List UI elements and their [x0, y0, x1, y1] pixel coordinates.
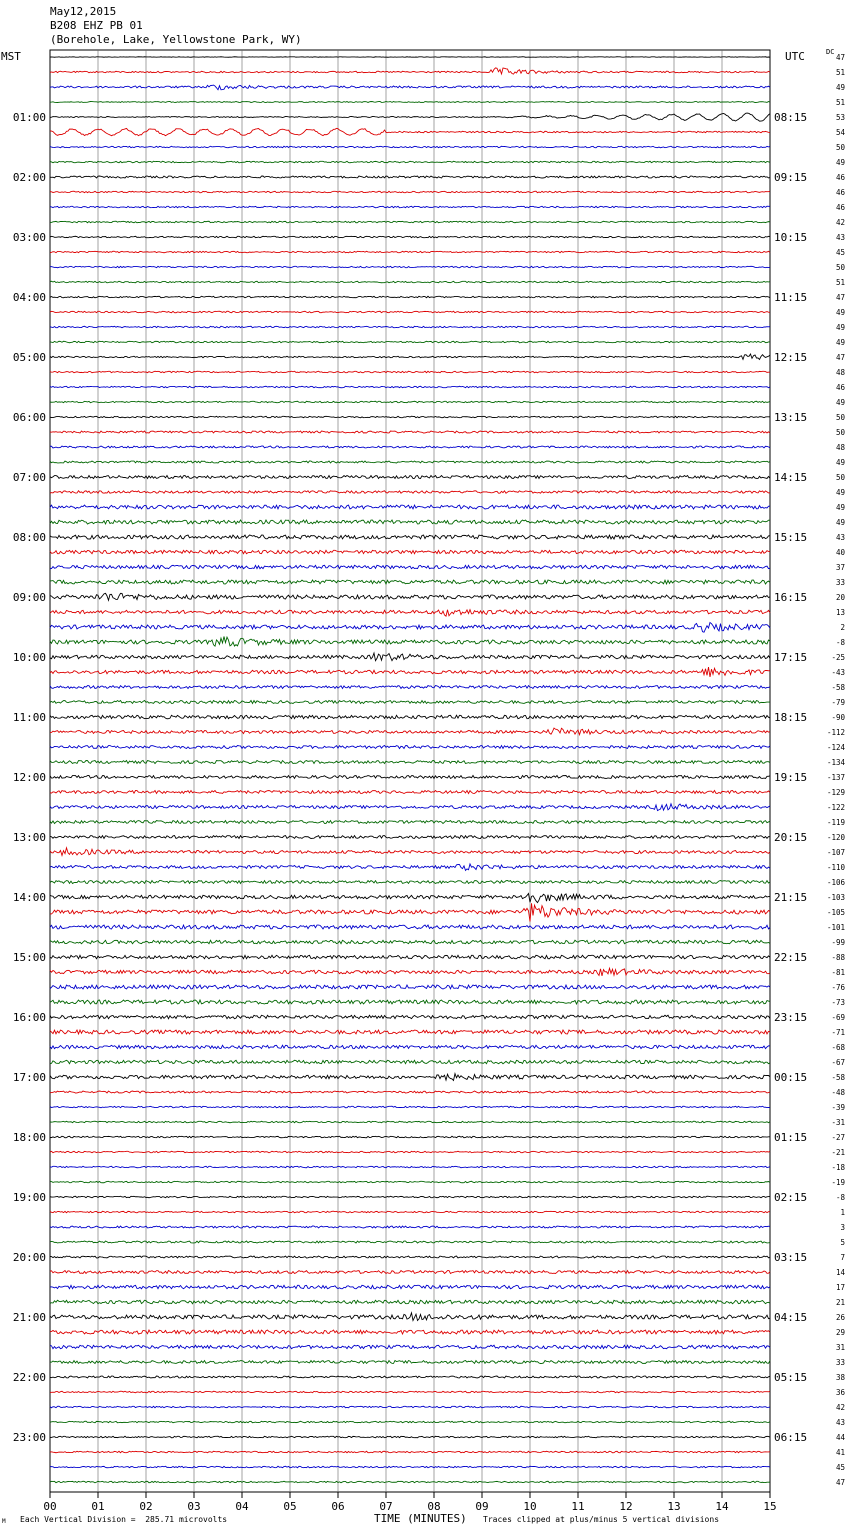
dc-offset-value: 40	[835, 548, 845, 557]
trace-line	[50, 68, 770, 74]
dc-offset-value: -79	[831, 698, 845, 707]
dc-offset-value: -8	[835, 1193, 845, 1202]
dc-offset-value: 50	[835, 473, 845, 482]
dc-offset-value: 49	[835, 308, 845, 317]
trace-line	[50, 146, 770, 148]
local-hour-label: 18:00	[12, 1131, 46, 1144]
dc-offset-value: -73	[831, 998, 845, 1007]
x-tick-label: 00	[43, 1500, 57, 1513]
x-tick-label: 12	[619, 1500, 633, 1513]
dc-offset-value: -8	[835, 638, 845, 647]
trace-line	[50, 821, 770, 824]
local-hour-label: 04:00	[12, 291, 46, 304]
dc-offset-value: 44	[835, 1433, 845, 1442]
dc-offset-value: 46	[835, 173, 845, 182]
x-tick-label: 04	[235, 1500, 249, 1513]
utc-hour-label: 23:15	[774, 1011, 808, 1024]
trace-line	[50, 1466, 770, 1468]
trace-line	[50, 761, 770, 764]
dc-offset-value: -27	[831, 1133, 845, 1142]
utc-hour-label: 09:15	[774, 171, 808, 184]
dc-offset-value: 50	[835, 143, 845, 152]
dc-offset-value: 21	[835, 1298, 845, 1307]
dc-offset-value: 50	[835, 428, 845, 437]
trace-line	[50, 1074, 770, 1081]
trace-line	[50, 1271, 770, 1274]
dc-offset-value: -58	[831, 683, 845, 692]
time-axis	[43, 1492, 776, 1513]
trace-line	[50, 1226, 770, 1228]
dc-offset-value: 38	[835, 1373, 845, 1382]
trace-line	[50, 251, 770, 252]
dc-offset-value: -76	[831, 983, 845, 992]
trace-line	[50, 431, 770, 433]
trace-line	[50, 593, 770, 600]
trace-line	[50, 1181, 770, 1182]
trace-line	[50, 622, 770, 632]
utc-hour-label: 10:15	[774, 231, 808, 244]
trace-line	[50, 191, 770, 193]
trace-line	[50, 85, 770, 90]
dc-offset-value: 50	[835, 263, 845, 272]
trace-line	[50, 1151, 770, 1152]
trace-line	[50, 1345, 770, 1348]
trace-line	[50, 836, 770, 839]
trace-line	[50, 1106, 770, 1108]
dc-offset-value: 51	[835, 68, 845, 77]
trace-line	[50, 550, 770, 553]
trace-line	[50, 1313, 770, 1321]
utc-hour-label: 22:15	[774, 951, 808, 964]
trace-line	[50, 1136, 770, 1138]
local-hour-label: 02:00	[12, 171, 46, 184]
trace-line	[50, 102, 770, 103]
dc-offset-values	[827, 53, 846, 1487]
x-tick-label: 13	[667, 1500, 681, 1513]
local-hour-label: 12:00	[12, 771, 46, 784]
dc-offset-value: -68	[831, 1043, 845, 1052]
dc-offset-value: 33	[835, 1358, 845, 1367]
dc-offset-value: -48	[831, 1088, 845, 1097]
trace-line	[50, 128, 770, 135]
utc-hour-label: 21:15	[774, 891, 808, 904]
trace-line	[50, 565, 770, 568]
trace-line	[50, 580, 770, 584]
seismic-traces	[50, 57, 770, 1483]
dc-offset-value: 53	[835, 113, 845, 122]
trace-line	[50, 354, 770, 359]
utc-hour-label: 18:15	[774, 711, 808, 724]
trace-line	[50, 1256, 770, 1258]
local-hour-label: 14:00	[12, 891, 46, 904]
dc-offset-value: 46	[835, 383, 845, 392]
utc-hour-label: 12:15	[774, 351, 808, 364]
utc-hour-label: 02:15	[774, 1191, 808, 1204]
x-tick-label: 06	[331, 1500, 345, 1513]
trace-line	[50, 968, 770, 976]
utc-hour-label: 06:15	[774, 1431, 808, 1444]
dc-offset-value: -25	[831, 653, 845, 662]
dc-offset-value: -120	[826, 833, 845, 842]
trace-line	[50, 326, 770, 328]
utc-hour-label: 11:15	[774, 291, 808, 304]
trace-line	[50, 401, 770, 402]
dc-offset-value: 42	[835, 218, 845, 227]
x-tick-label: 02	[139, 1500, 153, 1513]
trace-line	[50, 1391, 770, 1392]
dc-offset-value: 49	[835, 488, 845, 497]
station-location: (Borehole, Lake, Yellowstone Park, WY)	[50, 33, 302, 46]
trace-line	[50, 1091, 770, 1093]
utc-hour-label: 20:15	[774, 831, 808, 844]
local-hour-label: 13:00	[12, 831, 46, 844]
trace-line	[50, 893, 770, 902]
trace-line	[50, 653, 770, 661]
x-tick-label: 08	[427, 1500, 441, 1513]
dc-offset-value: 50	[835, 413, 845, 422]
trace-line	[50, 985, 770, 989]
trace-line	[50, 881, 770, 884]
dc-offset-value: -67	[831, 1058, 845, 1067]
clipping-note: Traces clipped at plus/minus 5 vertical divisions	[483, 1515, 720, 1524]
x-tick-label: 10	[523, 1500, 537, 1513]
dc-offset-value: 42	[835, 1403, 845, 1412]
trace-line	[50, 1196, 770, 1198]
local-hour-label: 17:00	[12, 1071, 46, 1084]
dc-offset-value: 49	[835, 458, 845, 467]
trace-line	[50, 491, 770, 493]
dc-offset-value: -58	[831, 1073, 845, 1082]
utc-hour-label: 19:15	[774, 771, 808, 784]
trace-line	[50, 1376, 770, 1378]
utc-hour-label: 13:15	[774, 411, 808, 424]
trace-line	[50, 311, 770, 313]
trace-line	[50, 637, 770, 647]
trace-line	[50, 1361, 770, 1364]
local-hour-label: 21:00	[12, 1311, 46, 1324]
utc-hour-label: 08:15	[774, 111, 808, 124]
trace-line	[50, 236, 770, 237]
dc-offset-value: -19	[831, 1178, 845, 1187]
dc-offset-value: 49	[835, 158, 845, 167]
trace-line	[50, 1406, 770, 1408]
dc-offset-value: -101	[826, 923, 845, 932]
dc-offset-value: 49	[835, 83, 845, 92]
dc-offset-value: 7	[840, 1253, 845, 1262]
trace-line	[50, 161, 770, 163]
dc-offset-value: 43	[835, 233, 845, 242]
dc-offset-value: 49	[835, 503, 845, 512]
dc-offset-value: -31	[831, 1118, 845, 1127]
trace-line	[50, 1121, 770, 1122]
dc-offset-value: -122	[826, 803, 845, 812]
x-tick-label: 03	[187, 1500, 201, 1513]
trace-line	[50, 505, 770, 509]
trace-line	[50, 1045, 770, 1048]
x-tick-label: 05	[283, 1500, 297, 1513]
local-hour-label: 11:00	[12, 711, 46, 724]
x-tick-label: 14	[715, 1500, 729, 1513]
dc-offset-value: 43	[835, 1418, 845, 1427]
local-hour-label: 07:00	[12, 471, 46, 484]
trace-line	[50, 848, 770, 856]
dc-offset-value: -106	[826, 878, 845, 887]
trace-line	[50, 1241, 770, 1243]
trace-line	[50, 341, 770, 343]
dc-offset-value: 33	[835, 578, 845, 587]
dc-offset-value: 20	[835, 593, 845, 602]
dc-offset-value: 54	[835, 128, 845, 137]
trace-line	[50, 266, 770, 267]
dc-offset-value: 51	[835, 98, 845, 107]
trace-line	[50, 746, 770, 749]
trace-line	[50, 206, 770, 207]
local-timezone-label: MST	[1, 50, 21, 63]
trace-line	[50, 610, 770, 617]
local-hour-label: 10:00	[12, 651, 46, 664]
dc-offset-value: 1	[840, 1208, 845, 1217]
dc-offset-value: -129	[826, 788, 845, 797]
dc-offset-value: 41	[835, 1448, 845, 1457]
dc-offset-value: -107	[826, 848, 845, 857]
utc-timezone-label: UTC	[785, 50, 805, 63]
local-hour-label: 03:00	[12, 231, 46, 244]
utc-hour-label: 00:15	[774, 1071, 808, 1084]
utc-hour-label: 04:15	[774, 1311, 808, 1324]
local-hour-label: 19:00	[12, 1191, 46, 1204]
utc-hour-label: 14:15	[774, 471, 808, 484]
x-tick-label: 07	[379, 1500, 393, 1513]
trace-line	[50, 955, 770, 959]
dc-offset-value: 45	[835, 1463, 845, 1472]
trace-line	[50, 1481, 770, 1482]
x-tick-label: 09	[475, 1500, 489, 1513]
trace-line	[50, 686, 770, 689]
dc-offset-value: -39	[831, 1103, 845, 1112]
utc-hour-label: 01:15	[774, 1131, 808, 1144]
trace-line	[50, 715, 770, 719]
trace-line	[50, 1211, 770, 1212]
dc-offset-value: 49	[835, 323, 845, 332]
dc-offset-value: -103	[826, 893, 845, 902]
trace-line	[50, 1421, 770, 1422]
x-tick-label: 15	[763, 1500, 777, 1513]
local-hour-label: 23:00	[12, 1431, 46, 1444]
trace-line	[50, 1436, 770, 1438]
trace-line	[50, 535, 770, 539]
dc-offset-value: -71	[831, 1028, 845, 1037]
trace-line	[50, 1015, 770, 1018]
dc-offset-value: -134	[826, 758, 845, 767]
dc-offset-value: 47	[835, 293, 845, 302]
utc-hour-label: 05:15	[774, 1371, 808, 1384]
dc-offset-value: -112	[826, 728, 845, 737]
dc-offset-value: 51	[835, 278, 845, 287]
trace-line	[50, 1300, 770, 1304]
utc-hour-label: 15:15	[774, 531, 808, 544]
dc-offset-value: -124	[826, 743, 845, 752]
dc-offset-value: -21	[831, 1148, 845, 1157]
trace-line	[50, 1166, 770, 1168]
trace-line	[50, 386, 770, 388]
dc-offset-value: 48	[835, 443, 845, 452]
dc-offset-label: DC	[826, 48, 835, 56]
dc-offset-value: 14	[835, 1268, 845, 1277]
dc-offset-value: -90	[831, 713, 845, 722]
trace-line	[50, 776, 770, 779]
utc-hour-label: 17:15	[774, 651, 808, 664]
dc-offset-value: -18	[831, 1163, 845, 1172]
trace-line	[50, 804, 770, 811]
local-hour-label: 08:00	[12, 531, 46, 544]
x-tick-label: 01	[91, 1500, 105, 1513]
local-hour-label: 09:00	[12, 591, 46, 604]
x-tick-label: 11	[571, 1500, 585, 1513]
local-hour-label: 22:00	[12, 1371, 46, 1384]
trace-line	[50, 925, 770, 929]
dc-offset-value: -99	[831, 938, 845, 947]
dc-offset-value: 36	[835, 1388, 845, 1397]
trace-line	[50, 1451, 770, 1452]
dc-offset-value: 2	[840, 623, 845, 632]
trace-line	[50, 1030, 770, 1034]
trace-line	[50, 1060, 770, 1063]
dc-offset-value: 45	[835, 248, 845, 257]
utc-hour-label: 03:15	[774, 1251, 808, 1264]
trace-line	[50, 113, 770, 121]
trace-line	[50, 940, 770, 943]
utc-hour-label: 16:15	[774, 591, 808, 604]
trace-line	[50, 520, 770, 524]
dc-offset-value: 37	[835, 563, 845, 572]
recording-date: May12,2015	[50, 5, 117, 18]
dc-offset-value: -81	[831, 968, 845, 977]
local-hour-label: 15:00	[12, 951, 46, 964]
dc-offset-value: 47	[835, 353, 845, 362]
trace-line	[50, 446, 770, 448]
dc-offset-value: -110	[826, 863, 845, 872]
dc-offset-value: 29	[835, 1328, 845, 1337]
dc-offset-value: -119	[826, 818, 845, 827]
station-code: B208 EHZ PB 01	[50, 19, 143, 32]
dc-offset-value: 46	[835, 188, 845, 197]
dc-offset-value: 3	[840, 1223, 845, 1232]
local-hour-label: 06:00	[12, 411, 46, 424]
trace-line	[50, 371, 770, 373]
vertical-division-note: Each Vertical Division = 285.71 microvolts	[20, 1515, 228, 1524]
dc-offset-value: 47	[835, 53, 845, 62]
trace-line	[50, 1000, 770, 1004]
dc-offset-value: 49	[835, 518, 845, 527]
trace-line	[50, 1330, 770, 1334]
dc-offset-value: -105	[826, 908, 845, 917]
footer-mark: M	[2, 1518, 6, 1525]
dc-offset-value: -69	[831, 1013, 845, 1022]
local-hour-label: 05:00	[12, 351, 46, 364]
local-hour-label: 01:00	[12, 111, 46, 124]
x-axis-title: TIME (MINUTES)	[374, 1512, 467, 1525]
dc-offset-value: -137	[826, 773, 845, 782]
dc-offset-value: 5	[840, 1238, 845, 1247]
dc-offset-value: 31	[835, 1343, 845, 1352]
trace-line	[50, 221, 770, 223]
trace-line	[50, 416, 770, 418]
dc-offset-value: 49	[835, 398, 845, 407]
trace-line	[50, 701, 770, 704]
dc-offset-value: 49	[835, 338, 845, 347]
trace-line	[50, 791, 770, 794]
trace-line	[50, 864, 770, 870]
trace-line	[50, 461, 770, 463]
trace-line	[50, 281, 770, 283]
dc-offset-value: 43	[835, 533, 845, 542]
trace-line	[50, 903, 770, 921]
trace-line	[50, 176, 770, 178]
dc-offset-value: 47	[835, 1478, 845, 1487]
trace-line	[50, 1285, 770, 1289]
dc-offset-value: 13	[835, 608, 845, 617]
dc-offset-value: -88	[831, 953, 845, 962]
trace-line	[50, 667, 770, 677]
dc-offset-value: -43	[831, 668, 845, 677]
local-hour-label: 16:00	[12, 1011, 46, 1024]
dc-offset-value: 17	[835, 1283, 845, 1292]
trace-line	[50, 476, 770, 479]
dc-offset-value: 46	[835, 203, 845, 212]
dc-offset-value: 48	[835, 368, 845, 377]
trace-line	[50, 296, 770, 298]
local-hour-label: 20:00	[12, 1251, 46, 1264]
trace-line	[50, 57, 770, 58]
dc-offset-value: 26	[835, 1313, 845, 1322]
trace-line	[50, 728, 770, 735]
